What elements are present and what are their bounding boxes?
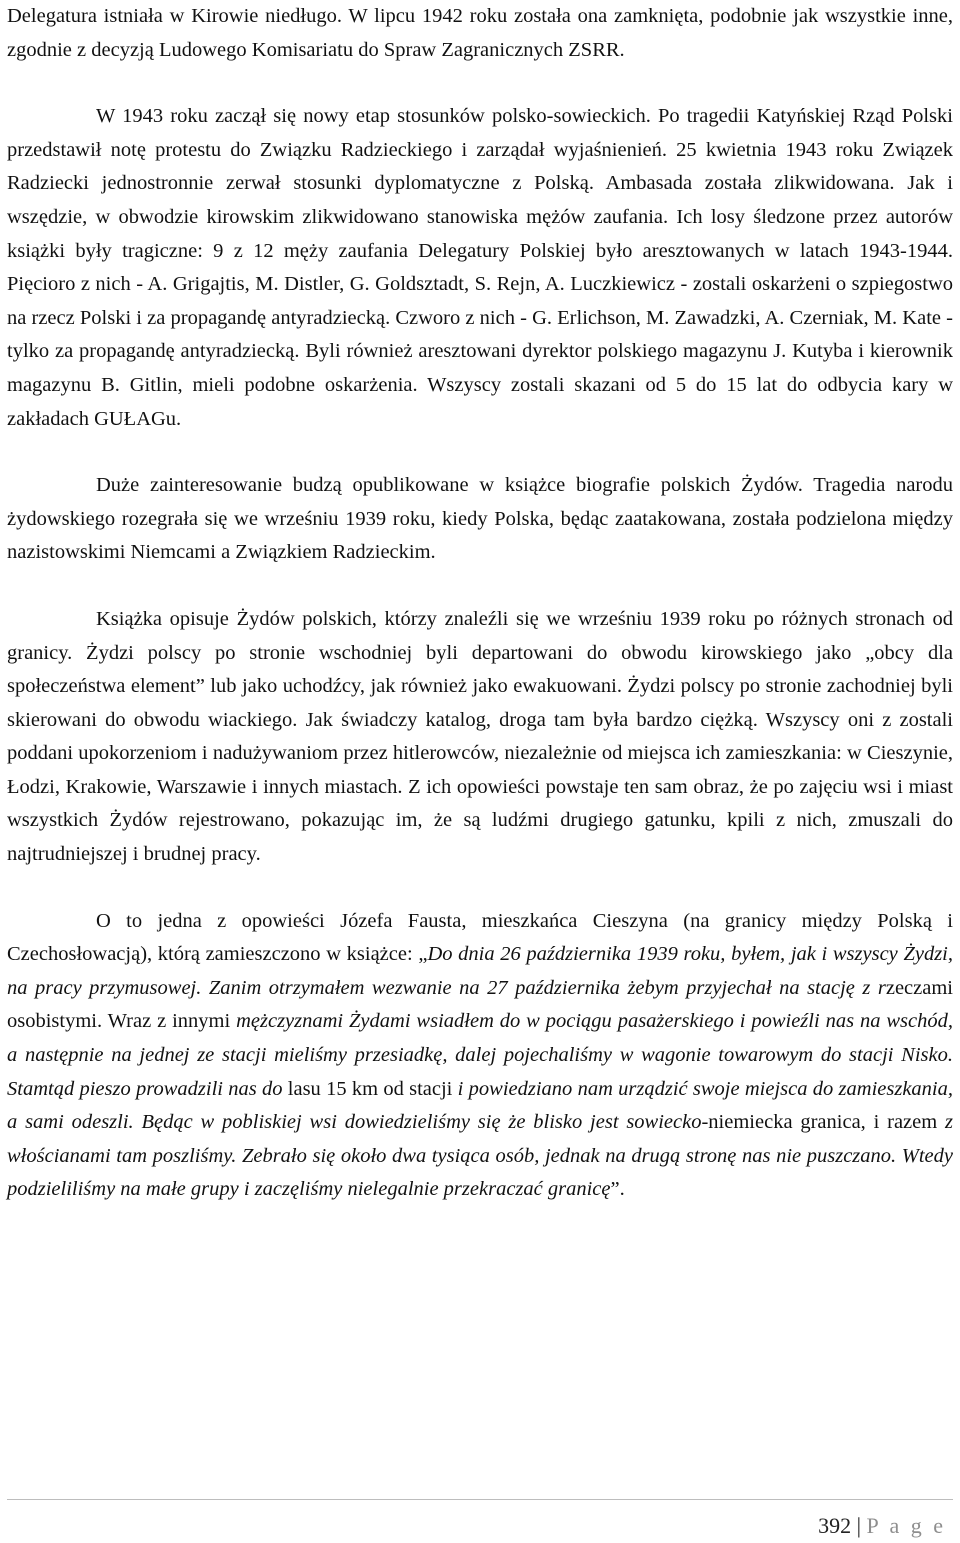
quote-italic-2: mężczyznami Żydami wsiadłem do w pociągu pasażerskiego i powieźli nas na wschód, a następnie na jednej ze stacji mieliśmy przesiadkę, dalej pojechaliśmy w wagonie towarowym do stacji Nisko. Stamtąd pieszo prowadzili nas do (7, 1010, 953, 1100)
paragraph-ksiazka: Książka opisuje Żydów polskich, którzy znaleźli się we wrześniu 1939 roku po różnych stronach od granicy. Żydzi polscy po stronie wschodniej byli departowani do obwodu kirowskiego jako „obcy dla społeczeństwa element” lub jako uchodźcy, jak również jako ewakuowani. Żydzi polscy po stronie zachodniej byli skierowani do obwodu wiackiego. Jak świadczy katalog, droga tam była bardzo ciężką. Wszyscy oni z zostali poddani upokorzeniom i nadużywaniom przez hitlerowców, niezależnie od miejsca ich zamieszkania: w Cieszynie, Łodzi, Krakowie, Warszawie i innych miastach. Z ich opowieści powstaje ten sam obraz, że po zajęciu wsi i miast wszystkich Żydów rejestrowano, pokazując im, że są ludźmi drugiego gatunku, kpili z nich, zmuszali do najtrudniejszej i brudnej pracy. (7, 607, 953, 866)
quote-end: ”. (610, 1178, 625, 1201)
quote-italic-3: i powiedziano nam urządzić swoje miejsca do zamieszkania, a sami odeszli. Będąc w pobliskiej wsi dowiedzieliśmy się że blisko jest sowiecko (7, 1077, 954, 1134)
paragraph-faust-quote (7, 905, 953, 1207)
quote-italic-4: z włościanami tam poszliśmy. Zebrało się około dwa tysiąca osób, jednak na drugą stronę nas nie puszczano. Wtedy podzieliliśmy na małe grupy i zaczęliśmy nielegalnie przekraczać granicę (7, 1111, 953, 1201)
page-number: 392 (818, 1513, 852, 1538)
quote-intro: O to jedna z opowieści Józefa Fausta, mieszkańca Cieszyna (na granicy między Polską i Czechosłowacją), którą zamieszczono w książce: „ (7, 909, 953, 966)
document-page (7, 0, 953, 1207)
paragraph-biografie: Duże zainteresowanie budzą opublikowane w książce biografie polskich Żydów. Tragedia narodu żydowskiego rozegrała się we wrześniu 1939 roku, kiedy Polska, będąc zaatakowana, została podzielona między nazistowskimi Niemcami a Związkiem Radzieckim. (7, 474, 953, 564)
page-separator: | (856, 1513, 862, 1538)
page-number-footer (818, 1513, 946, 1539)
quote-roman-1: zeczami osobistymi. Wraz z innymi (7, 976, 953, 1033)
paragraph-1943: W 1943 roku zaczął się nowy etap stosunków polsko-sowieckich. Po tragedii Katyńskiej Rząd Polski przedstawił notę protestu do Związku Radzieckiego i zarządał wyjaśnienień. 25 kwietnia 1943 roku Związek Radziecki jednostronnie zerwał stosunki dyplomatyczne z Polską. Ambasada została zlikwidowana. Jak i wszędzie, w obwodzie kirowskim zlikwidowano stanowiska mężów zaufania. Ich losy śledzone przez autorów książki były tragiczne: 9 z 12 męży zaufania Delegatury Polskiej było aresztowanych w latach 1943-1944. Pięcioro z nich - A. Grigajtis, M. Distler, G. Goldsztadt, S. Rejn, A. Luczkiewicz - zostali oskarżeni o szpiegostwo na rzecz Polski i za propagandę antyradziecką. Czworo z nich - G. Erlichson, M. Zawadzki, A. Czerniak, M. Kate - tylko za propagandę antyradziecką. Byli również aresztowani dyrektor polskiego magazynu J. Kutyba i kierownik magazynu B. Gitlin, mieli podobne oskarżenia. Wszyscy zostali skazani od 5 do 15 lat do odbycia kary w zakładach GUŁAGu. (7, 105, 953, 430)
page-word: P a g e (866, 1513, 946, 1538)
quote-roman-3: -niemiecka granica, i razem (701, 1111, 938, 1134)
quote-italic-1: Do dnia 26 października 1939 roku, byłem, jak i wszyscy Żydzi, na pracy przymusowej. Zanim otrzymałem wezwanie na 27 października żebym przyjechał na stację z r (7, 943, 953, 999)
footer-divider (7, 1499, 953, 1500)
quote-roman-2: lasu 15 km od stacji (287, 1077, 453, 1100)
paragraph-delegatura: Delegatura istniała w Kirowie niedługo. W lipcu 1942 roku została ona zamknięta, podobnie jak wszystkie inne, zgodnie z decyzją Ludowego Komisariatu do Spraw Zagranicznych ZSRR. (7, 5, 953, 61)
